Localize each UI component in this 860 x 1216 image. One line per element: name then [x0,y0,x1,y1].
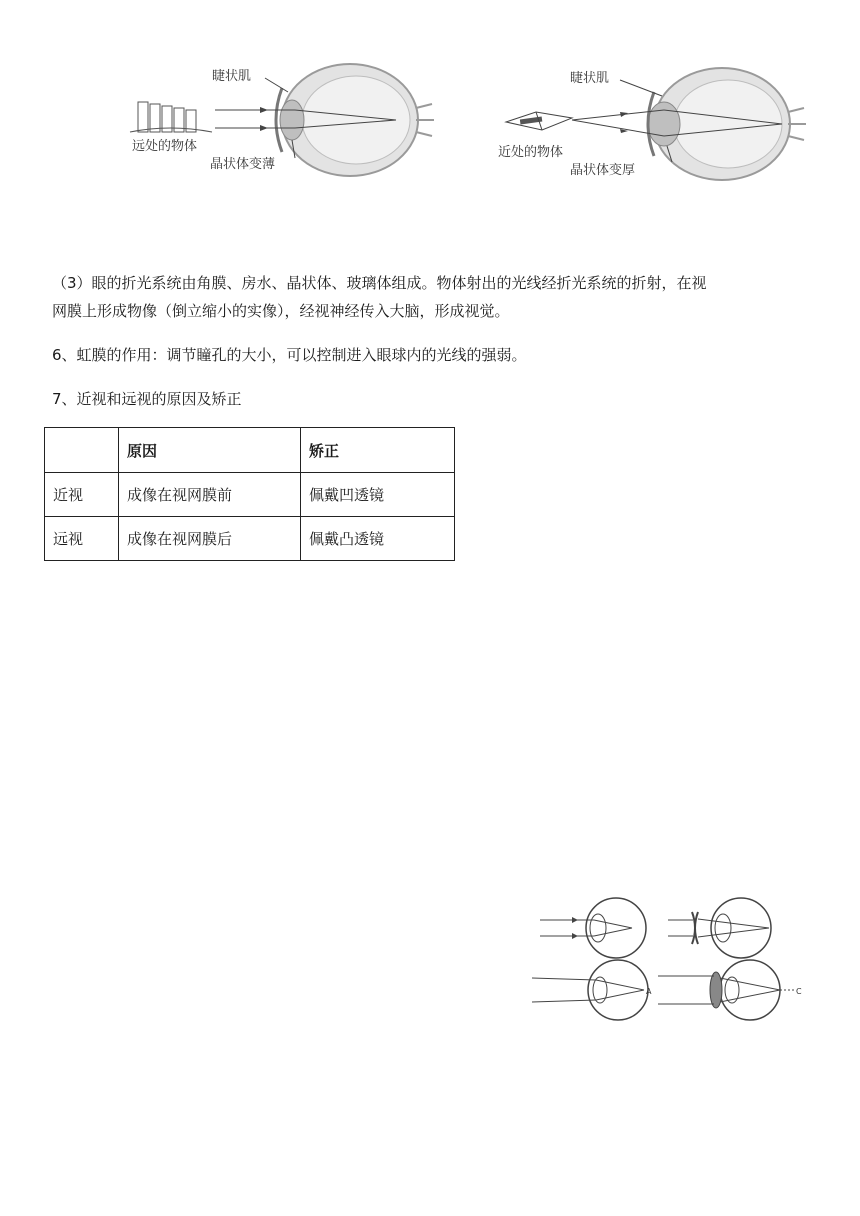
far-ciliary-label: 睫状肌 [212,69,252,84]
far-object-label: 远处的物体 [132,139,198,154]
myopia-hyperopia-table [44,427,455,561]
point-a-label: A [646,987,652,996]
point-c-label: C [796,987,802,996]
table-row [45,517,455,561]
near-lens-label: 晶状体变厚 [570,163,636,178]
table-header-row [45,428,455,473]
paragraph-7-heading: 7、近视和远视的原因及矫正 [52,390,242,408]
table-row [45,473,455,517]
table-cell: 近视 [45,473,119,517]
near-object-eye-diagram [492,62,812,192]
vision-correction-diagram [528,890,808,1025]
far-object-eye-diagram [120,58,440,188]
near-ciliary-label: 睫状肌 [570,71,610,86]
table-header-cell [45,428,119,473]
paragraph-3-line-1: （3）眼的折光系统由角膜、房水、晶状体、玻璃体组成。物体射出的光线经折光系统的折射，在视 [52,274,707,292]
table-cell: 佩戴凸透镜 [301,517,455,561]
table-header-cell: 原因 [119,428,301,473]
table-cell: 成像在视网膜后 [119,517,301,561]
table-header-cell: 矫正 [301,428,455,473]
table-cell: 成像在视网膜前 [119,473,301,517]
table-cell: 远视 [45,517,119,561]
far-lens-label: 晶状体变薄 [210,157,276,172]
table-cell: 佩戴凹透镜 [301,473,455,517]
near-object-label: 近处的物体 [498,145,564,160]
paragraph-3-line-2: 网膜上形成物像（倒立缩小的实像），经视神经传入大脑，形成视觉。 [52,302,510,320]
paragraph-6: 6、虹膜的作用：调节瞳孔的大小，可以控制进入眼球内的光线的强弱。 [52,346,527,364]
